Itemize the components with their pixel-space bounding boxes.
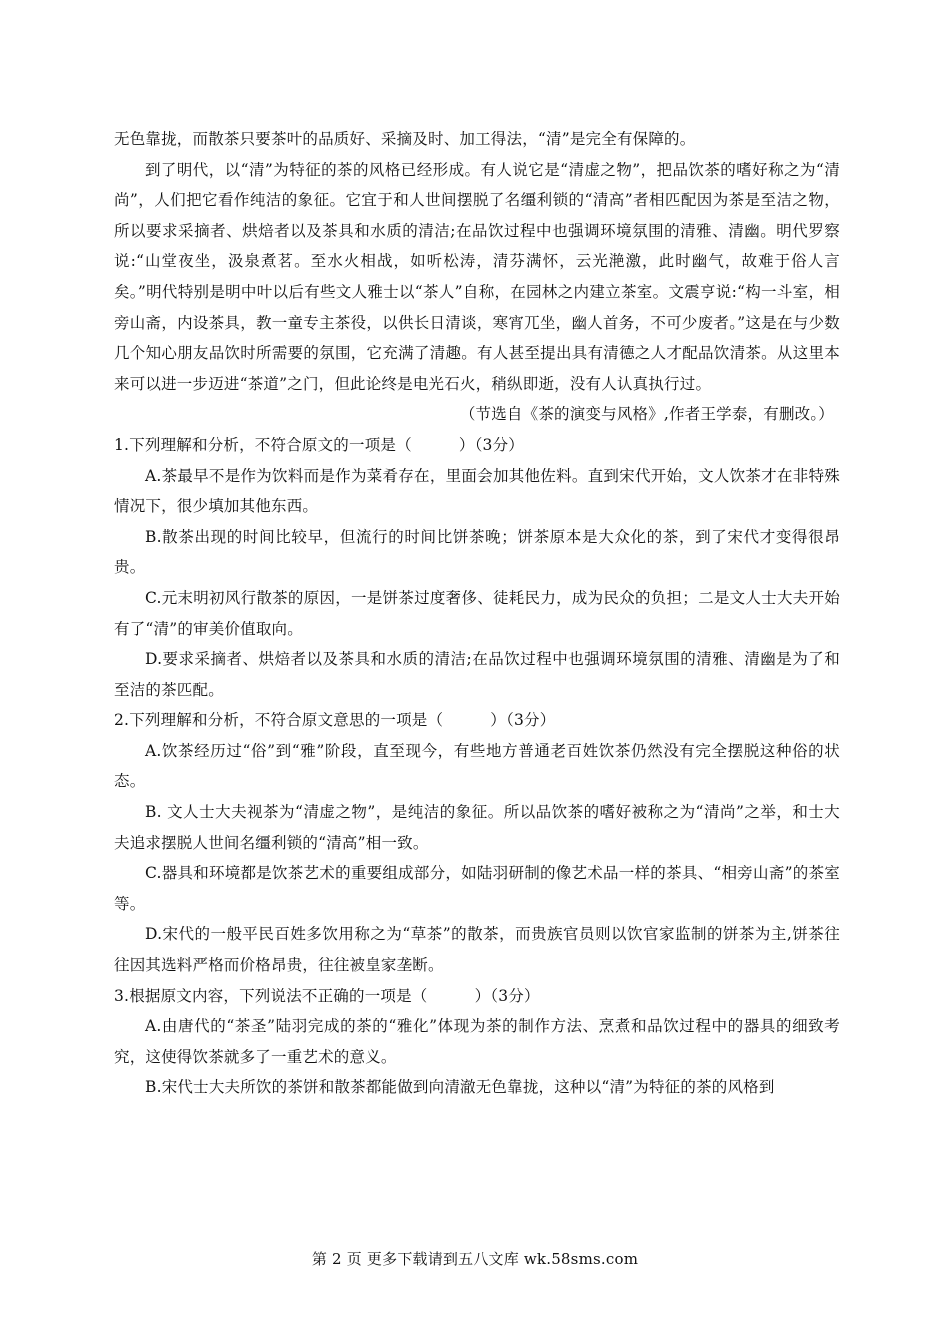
question-stem: 1.下列理解和分析，不符合原文的一项是（ ）（3分） [114, 435, 525, 454]
passage-paragraph-1: 无色靠拢，而散茶只要茶叶的品质好、采摘及时、加工得法，“清”是完全有保障的。 [114, 130, 696, 148]
option-a: A.茶最早不是作为饮料而是作为菜肴存在，里面会加其他佐料。直到宋代开始，文人饮茶才在非特殊情况下，很少填加其他东西。 [114, 466, 840, 516]
option-a: A.由唐代的“茶圣”陆羽完成的茶的“雅化”体现为茶的制作方法、烹煮和品饮过程中的器具的细致考究，这使得饮茶就多了一重艺术的意义。 [114, 1017, 840, 1066]
option-c: C.元末明初风行散茶的原因，一是饼茶过度奢侈、徒耗民力，成为民众的负担；二是文人士大夫开始有了“清”的审美价值取向。 [114, 588, 840, 638]
question-stem: 2.下列理解和分析，不符合原文意思的一项是（ ）（3分） [114, 711, 556, 730]
option-c: C.器具和环境都是饮茶艺术的重要组成部分，如陆羽研制的像艺术品一样的茶具、“相旁山斋”的茶室等。 [114, 864, 840, 913]
option-d: D.要求采摘者、烘焙者以及茶具和水质的清洁;在品饮过程中也强调环境氛围的清雅、清幽是为了和至洁的茶匹配。 [114, 650, 840, 699]
passage-source: （节选自《茶的演变与风格》,作者王学泰，有删改。） [459, 405, 834, 424]
question-stem: 3.根据原文内容，下列说法不正确的一项是（ ）（3分） [114, 986, 540, 1005]
option-b: B.散茶出现的时间比较早，但流行的时间比饼茶晚；饼茶原本是大众化的茶，到了宋代才变得很昂贵。 [114, 527, 840, 577]
page-footer: 第 2 页 更多下载请到五八文库 wk.58sms.com [311, 1250, 639, 1268]
passage-paragraph-2: 到了明代，以“清”为特征的茶的风格已经形成。有人说它是“清虚之物”，把品饮茶的嗜好称之为“清尚”，人们把它看作纯洁的象征。它宜于和人世间摆脱了名缰利锁的“清高”者相匹配因为茶是至洁之物，所以要求采摘者、烘焙者以及茶具和水质的清洁;在品饮过程中也强调环境氛围的清雅、清幽。明代罗察说:“山堂夜坐，汲泉煮茗。至水火相战，如听松涛，清芬满怀，云光滟激，此时幽气，故难于俗人言矣。”明代特别是明中叶以后有些文人雅士以“茶人”自称，在园林之内建立茶室。文震亨说:“构一斗室，相旁山斋，内设茶具，教一童专主茶役，以供长日清谈，寒宵兀坐，幽人首务，不可少废者。”这是在与少数几个知心朋友品饮时所需要的氛围，它充满了清趣。有人甚至提出具有清德之人才配品饮清茶。从这里本来可以进一步迈进“茶道”之门，但此论终是电光石火，稍纵即逝，没有人认真执行过。 [114, 160, 840, 393]
question-1 [114, 430, 840, 705]
option-a: A.饮茶经历过“俗”到“雅”阶段，直至现今，有些地方普通老百姓饮茶仍然没有完全摆脱这种俗的状态。 [114, 741, 840, 791]
question-3 [114, 981, 840, 1103]
page-content [114, 124, 840, 1103]
question-2 [114, 705, 840, 980]
option-b: B. 文人士大夫视茶为“清虚之物”，是纯洁的象征。所以品饮茶的嗜好被称之为“清尚”之举，和士大夫追求摆脱人世间名缰利锁的“清高”相一致。 [114, 803, 840, 852]
option-b: B.宋代士大夫所饮的茶饼和散茶都能做到向清澈无色靠拢，这种以“清”为特征的茶的风格到 [145, 1078, 775, 1097]
option-d: D.宋代的一般平民百姓多饮用称之为“草茶”的散茶，而贵族官员则以饮官家监制的饼茶为主,饼茶往往因其选料严格而价格昂贵，往往被皇家垄断。 [114, 925, 840, 975]
